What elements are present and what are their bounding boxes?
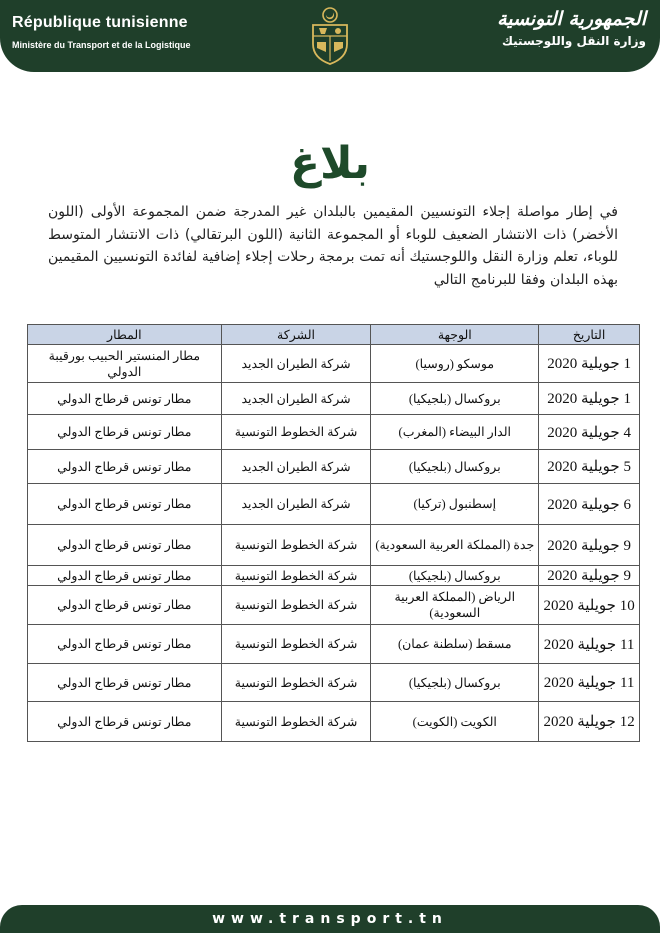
cell-airport: مطار تونس قرطاج الدولي <box>28 586 222 625</box>
cell-date: 11 جويلية 2020 <box>539 625 640 664</box>
table-row <box>28 484 640 525</box>
page-title: بلاغ <box>290 138 370 189</box>
table-row <box>28 450 640 484</box>
cell-date: 9 جويلية 2020 <box>539 566 640 586</box>
cell-destination: مسقط (سلطنة عمان) <box>371 625 539 664</box>
cell-company: شركة الطيران الجديد <box>221 484 371 525</box>
footer-banner <box>0 905 660 933</box>
cell-destination: الكويت (الكويت) <box>371 702 539 742</box>
cell-destination: موسكو (روسيا) <box>371 345 539 383</box>
cell-company: شركة الخطوط التونسية <box>221 566 371 586</box>
table-header-row <box>28 325 640 345</box>
cell-destination: بروكسال (بلجيكيا) <box>371 383 539 415</box>
cell-company: شركة الخطوط التونسية <box>221 702 371 742</box>
letterhead-arabic <box>497 8 646 48</box>
ministry-name-fr: Ministère du Transport et de la Logistique <box>12 40 191 50</box>
republic-name-fr: République tunisienne <box>12 14 188 31</box>
cell-date: 12 جويلية 2020 <box>539 702 640 742</box>
cell-airport: مطار المنستير الحبيب بورقيبة الدولي <box>28 345 222 383</box>
cell-destination: بروكسال (بلجيكيا) <box>371 450 539 484</box>
cell-airport: مطار تونس قرطاج الدولي <box>28 484 222 525</box>
cell-airport: مطار تونس قرطاج الدولي <box>28 415 222 450</box>
table-row <box>28 586 640 625</box>
cell-destination: إسطنبول (تركيا) <box>371 484 539 525</box>
col-header-date: التاريخ <box>539 325 640 345</box>
col-header-destination: الوجهة <box>371 325 539 345</box>
cell-destination: جدة (المملكة العربية السعودية) <box>371 525 539 566</box>
cell-airport: مطار تونس قرطاج الدولي <box>28 450 222 484</box>
cell-company: شركة الخطوط التونسية <box>221 525 371 566</box>
cell-date: 9 جويلية 2020 <box>539 525 640 566</box>
cell-company: شركة الطيران الجديد <box>221 383 371 415</box>
cell-date: 1 جويلية 2020 <box>539 383 640 415</box>
cell-airport: مطار تونس قرطاج الدولي <box>28 566 222 586</box>
cell-date: 1 جويلية 2020 <box>539 345 640 383</box>
table-row <box>28 702 640 742</box>
cell-destination: الرياض (المملكة العربية السعودية) <box>371 586 539 625</box>
cell-airport: مطار تونس قرطاج الدولي <box>28 625 222 664</box>
cell-company: شركة الطيران الجديد <box>221 450 371 484</box>
cell-date: 10 جويلية 2020 <box>539 586 640 625</box>
cell-date: 5 جويلية 2020 <box>539 450 640 484</box>
table-row <box>28 566 640 586</box>
cell-airport: مطار تونس قرطاج الدولي <box>28 383 222 415</box>
cell-company: شركة الخطوط التونسية <box>221 586 371 625</box>
cell-airport: مطار تونس قرطاج الدولي <box>28 664 222 702</box>
cell-date: 4 جويلية 2020 <box>539 415 640 450</box>
cell-airport: مطار تونس قرطاج الدولي <box>28 702 222 742</box>
cell-company: شركة الخطوط التونسية <box>221 415 371 450</box>
cell-company: شركة الطيران الجديد <box>221 345 371 383</box>
table-row <box>28 525 640 566</box>
cell-destination: الدار البيضاء (المغرب) <box>371 415 539 450</box>
website-url: www.transport.tn <box>212 911 448 927</box>
republic-name-ar: الجمهورية التونسية <box>497 8 646 30</box>
cell-date: 11 جويلية 2020 <box>539 664 640 702</box>
cell-airport: مطار تونس قرطاج الدولي <box>28 525 222 566</box>
table-row <box>28 625 640 664</box>
cell-company: شركة الخطوط التونسية <box>221 625 371 664</box>
table-row <box>28 345 640 383</box>
ministry-name-ar: وزارة النقل واللوجستيك <box>501 34 646 48</box>
table-row <box>28 383 640 415</box>
cell-company: شركة الخطوط التونسية <box>221 664 371 702</box>
evacuation-schedule-table <box>27 324 640 742</box>
coat-of-arms-icon <box>305 6 355 66</box>
cell-destination: بروكسال (بلجيكيا) <box>371 664 539 702</box>
cell-date: 6 جويلية 2020 <box>539 484 640 525</box>
letterhead-banner <box>0 0 660 72</box>
cell-destination: بروكسال (بلجيكيا) <box>371 566 539 586</box>
intro-paragraph: في إطار مواصلة إجلاء التونسيين المقيمين بالبلدان غير المدرجة ضمن المجموعة الأولى (اللون الأخضر) ذات الانتشار الضعيف للوباء أو المجموعة الثانية (اللون البرتقالي) ذات الانتشار المتوسط للوباء، تعلم وزارة النقل واللوجستيك أنه تمت برمجة رحلات إجلاء إضافية لفائدة التونسيين المقيمين بهذه البلدان وفقا للبرنامج التالي <box>48 204 618 288</box>
col-header-company: الشركة <box>221 325 371 345</box>
table-row <box>28 664 640 702</box>
table-row <box>28 415 640 450</box>
col-header-airport: المطار <box>28 325 222 345</box>
letterhead-french <box>12 14 191 50</box>
